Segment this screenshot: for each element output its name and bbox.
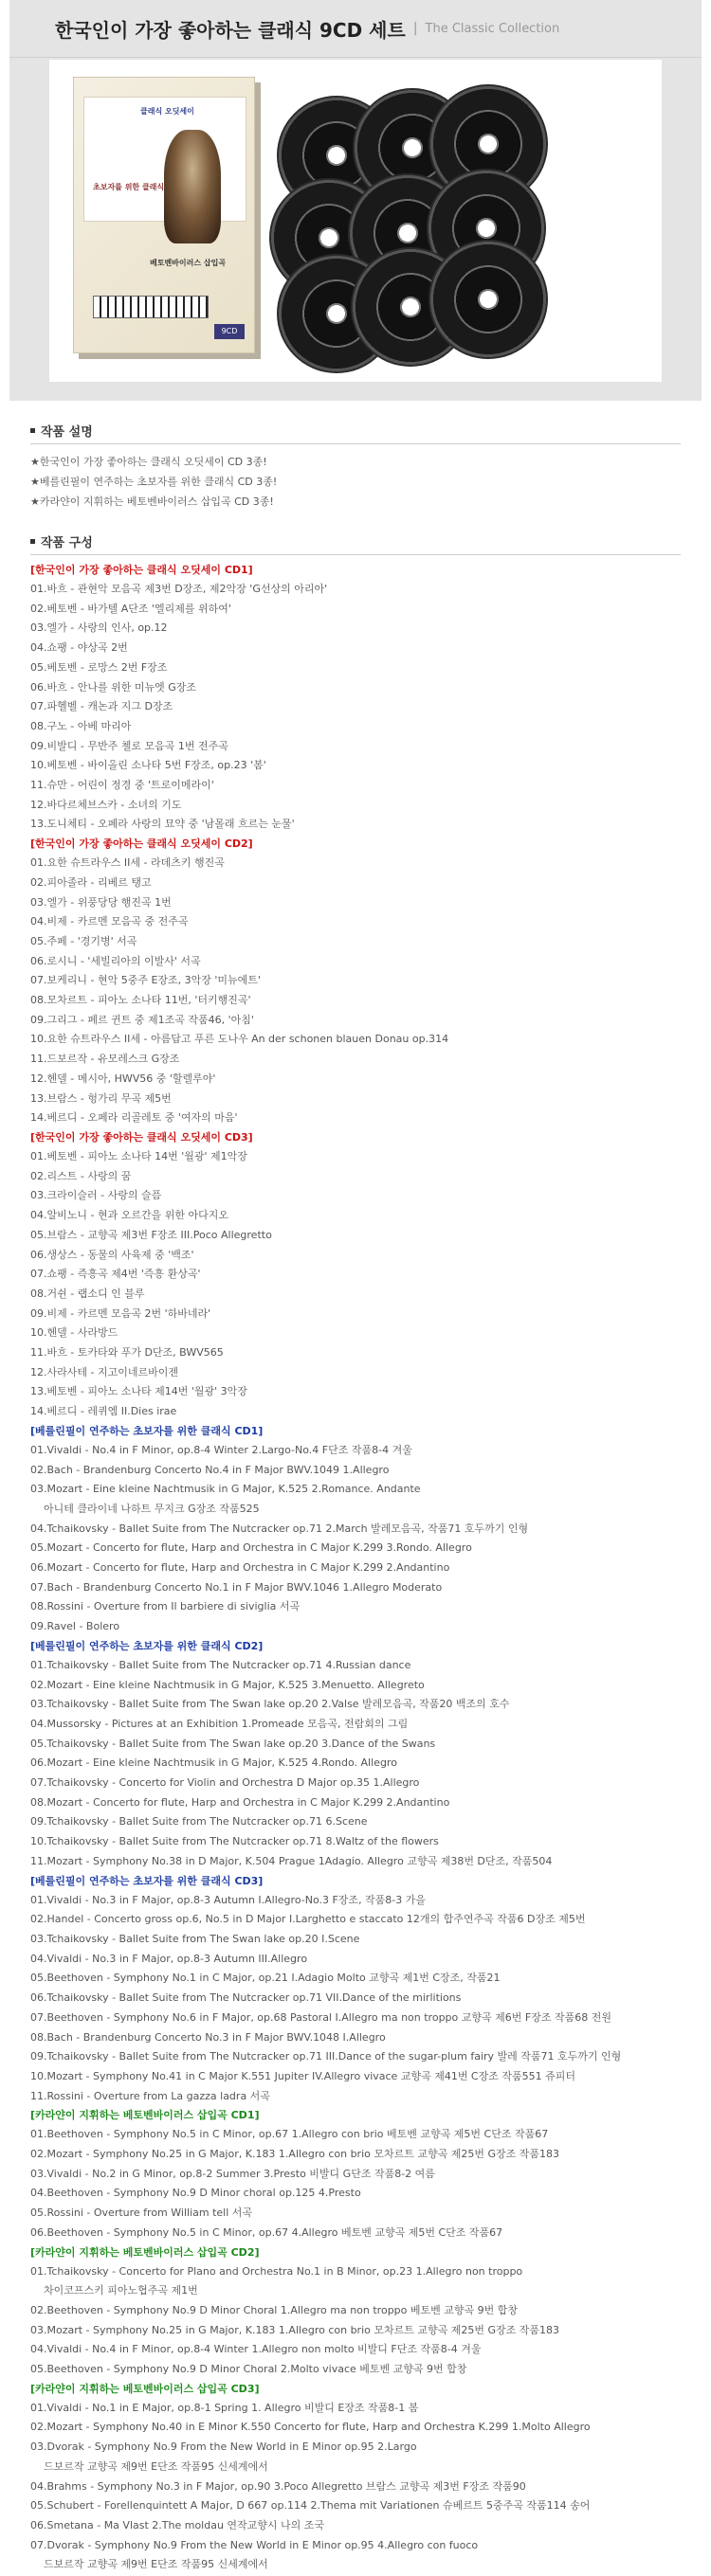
composition-section: [9, 532, 702, 2575]
track-item: 04.Brahms - Symphony No.3 in F Major, op.90 3.Poco Allegretto 브람스 교향곡 제3번 F장조 작품90: [30, 2479, 526, 2493]
track-item: 09.Tchaikovsky - Ballet Suite from The Nutcracker op.71 III.Dance of the sugar-plum fairy 발레 작품71 호두까기 인형: [30, 2050, 622, 2063]
track-item: 02.Bach - Brandenburg Concerto No.4 in F Major BWV.1049 1.Allegro: [30, 1463, 390, 1476]
track-item: 14.베르디 - 오페라 리골레토 중 '여자의 마음': [30, 1111, 238, 1125]
track-item: 05.Schubert - Forellenquintett A Major, D 667 op.114 2.Thema mit Variationen 슈베르트 5중주곡 작품114 송어: [30, 2499, 591, 2513]
track-item: 01.베토벤 - 피아노 소나타 14번 '월광' 제1악장: [30, 1149, 247, 1162]
piano-keys-graphic: [93, 296, 209, 318]
track-item: 13.베토벤 - 피아노 소나타 제14번 '월광' 3악장: [30, 1385, 247, 1398]
square-bullet-icon: [30, 539, 35, 544]
track-item: 10.Mozart - Symphony No.41 in C Major K.551 Jupiter IV.Allegro vivace 교향곡 제41번 C장조 작품551 쥬피터: [30, 2069, 575, 2082]
box-label-bottom: 베토벤바이러스 삽입곡: [150, 259, 227, 267]
track-item: 10.요한 슈트라우스 II세 - 아름답고 푸른 도나우 An der schonen blauen Donau op.314: [30, 1033, 449, 1046]
cd-heading: [베를린필이 연주하는 초보자를 위한 클래식 CD3]: [30, 1874, 264, 1887]
track-item: 05.Beethoven - Symphony No.9 D Minor Choral 2.Molto vivace 베토벤 교향곡 9번 합창: [30, 2363, 467, 2376]
description-line: ★카라얀이 지휘하는 베토벤바이러스 삽입곡 CD 3종!: [30, 495, 274, 508]
track-item: 07.Beethoven - Symphony No.6 in F Major, op.68 Pastoral I.Allegro ma non troppo 교향곡 제6번 F장조 작품68 전원: [30, 2010, 611, 2024]
track-item: 01.Tchaikovsky - Ballet Suite from The Nutcracker op.71 4.Russian dance: [30, 1658, 411, 1671]
track-item: 06.Mozart - Eine kleine Nachtmusik in G Major, K.525 4.Rondo. Allegro: [30, 1756, 397, 1770]
track-item: 01.요한 슈트라우스 II세 - 라데츠키 행진곡: [30, 856, 225, 870]
description-line: ★한국인이 가장 좋아하는 클래식 오딧세이 CD 3종!: [30, 456, 267, 468]
track-item: 09.비발디 - 무반주 첼로 모음곡 1번 전주곡: [30, 739, 228, 752]
track-item: 03.Mozart - Symphony No.25 in G Major, K.183 1.Allegro con brio 모차르트 교향곡 제25번 G장조 작품183: [30, 2323, 559, 2336]
track-item: 08.Mozart - Concerto for flute, Harp and Orchestra in C Major K.299 2.Andantino: [30, 1795, 450, 1809]
description-list: [30, 452, 681, 512]
composer-portrait: [164, 130, 221, 243]
track-item: 11.바흐 - 토카타와 푸가 D단조, BWV565: [30, 1346, 224, 1360]
cd-heading: [한국인이 가장 좋아하는 클래식 오딧세이 CD1]: [30, 564, 253, 576]
description-line: ★베를린필이 연주하는 초보자를 위한 클래식 CD 3종!: [30, 476, 278, 488]
track-item: 04.쇼팽 - 야상곡 2번: [30, 641, 128, 655]
track-item: 06.바흐 - 안나를 위한 미뉴엣 G장조: [30, 680, 196, 694]
track-item: 08.구노 - 아베 마리아: [30, 719, 132, 732]
track-item: 05.주페 - '경기병' 서곡: [30, 934, 137, 947]
track-item: 드보르작 교향곡 제9번 E단조 작품95 신세계에서: [44, 2459, 268, 2473]
track-item: 08.Rossini - Overture from Il barbiere di siviglia 서곡: [30, 1600, 301, 1613]
track-item: 01.Vivaldi - No.4 in F Minor, op.8-4 Winter 2.Largo-No.4 F단조 작품8-4 겨울: [30, 1443, 412, 1456]
cd-disc: [428, 240, 548, 359]
track-item: 11.슈만 - 어린이 정경 중 '트로이메라이': [30, 779, 214, 792]
track-item: 08.거쉰 - 랩소디 인 블루: [30, 1287, 145, 1300]
track-item: 02.리스트 - 사랑의 꿈: [30, 1169, 132, 1182]
track-item: 12.사라사테 - 지고이네르바이젠: [30, 1365, 178, 1378]
cd-count-badge: 9CD: [214, 324, 245, 339]
track-item: 06.Beethoven - Symphony No.5 in C Minor, op.67 4.Allegro 베토벤 교향곡 제5번 C단조 작품67: [30, 2225, 503, 2239]
track-item: 차이코프스키 피아노협주곡 제1번: [44, 2284, 198, 2297]
track-item: 아니테 클라이네 나하트 무지크 G장조 작품525: [44, 1502, 260, 1515]
title-bar: [9, 0, 702, 58]
track-item: 02.Handel - Concerto gross op.6, No.5 in D Major I.Larghetto e staccato 12개의 합주연주곡 작품6 D장조 제5번: [30, 1913, 586, 1926]
track-item: 04.Vivaldi - No.4 in F Minor, op.8-4 Winter 1.Allegro non molto 비발디 F단조 작품8-4 겨울: [30, 2343, 482, 2356]
box-label-mid: 초보자를 위한 클래식: [93, 183, 165, 191]
track-item: 02.Mozart - Eine kleine Nachtmusik in G Major, K.525 3.Menuetto. Allegreto: [30, 1678, 425, 1691]
track-item: 02.베토벤 - 바가텔 A단조 '엘리제를 위하여': [30, 602, 231, 615]
track-item: 05.Rossini - Overture from William tell 서곡: [30, 2207, 253, 2220]
track-item: 04.비제 - 카르멘 모음곡 중 전주곡: [30, 915, 189, 928]
track-item: 02.피아졸라 - 리베르 탱고: [30, 875, 152, 889]
track-item: 10.헨델 - 사라방드: [30, 1326, 118, 1340]
track-item: 07.Tchaikovsky - Concerto for Violin and Orchestra D Major op.35 1.Allegro: [30, 1776, 420, 1790]
track-item: 05.Mozart - Concerto for flute, Harp and Orchestra in C Major K.299 3.Rondo. Allegro: [30, 1541, 472, 1555]
track-item: 01.바흐 - 관현악 모음곡 제3번 D장조, 제2악장 'G선상의 아리아': [30, 583, 328, 595]
track-item: 03.Dvorak - Symphony No.9 From the New World in E Minor op.95 2.Largo: [30, 2441, 417, 2454]
track-item: 13.브람스 - 헝가리 무곡 제5번: [30, 1091, 172, 1105]
track-item: 03.Tchaikovsky - Ballet Suite from The Swan lake op.20 2.Valse 발레모음곡, 작품20 백조의 호수: [30, 1698, 510, 1711]
composition-heading-text: 작품 구성: [41, 536, 93, 550]
cd-heading: [카라얀이 지휘하는 베토벤바이러스 삽입곡 CD3]: [30, 2382, 260, 2395]
track-item: 09.비제 - 카르멘 모음곡 2번 '하바네라': [30, 1306, 211, 1320]
track-item: 01.Vivaldi - No.3 in F Major, op.8-3 Autumn I.Allegro-No.3 F장조, 작품8-3 가을: [30, 1893, 427, 1906]
track-item: 04.Tchaikovsky - Ballet Suite from The Nutcracker op.71 2.March 발레모음곡, 작품71 호두까기 인형: [30, 1522, 529, 1535]
composition-heading: [30, 532, 681, 555]
track-item: 04.Beethoven - Symphony No.9 D Minor choral op.125 4.Presto: [30, 2187, 361, 2200]
track-item: 07.Bach - Brandenburg Concerto No.1 in F Major BWV.1046 1.Allegro Moderato: [30, 1580, 443, 1594]
track-item: 07.보케리니 - 현악 5중주 E장조, 3악장 '미뉴에트': [30, 974, 261, 987]
track-item: 09.그리그 - 페르 귄트 중 제1조곡 작품46, '아침': [30, 1013, 254, 1026]
track-item: 07.파헬벨 - 캐논과 지그 D장조: [30, 700, 173, 713]
track-item: 05.Beethoven - Symphony No.1 in C Major, op.21 I.Adagio Molto 교향곡 제1번 C장조, 작품21: [30, 1972, 501, 1985]
track-item: 06.로시니 - '세빌리아의 이발사' 서곡: [30, 954, 201, 967]
track-item: 07.Dvorak - Symphony No.9 From the New World in E Minor op.95 4.Allegro con fuoco: [30, 2538, 479, 2551]
track-item: 03.Mozart - Eine kleine Nachtmusik in G Major, K.525 2.Romance. Andante: [30, 1483, 421, 1496]
track-item: 06.Smetana - Ma Vlast 2.The moldau 연작교향시 나의 조국: [30, 2518, 325, 2531]
track-item: 10.Tchaikovsky - Ballet Suite from The Nutcracker op.71 8.Waltz of the flowers: [30, 1835, 439, 1848]
track-item: 09.Tchaikovsky - Ballet Suite from The Nutcracker op.71 6.Scene: [30, 1815, 368, 1828]
description-heading-text: 작품 설명: [41, 425, 93, 440]
product-box-image: [73, 77, 255, 353]
track-item: 02.Mozart - Symphony No.25 in G Major, K.183 1.Allegro con brio 모차르트 교향곡 제25번 G장조 작품183: [30, 2148, 559, 2161]
track-item: 08.모차르트 - 피아노 소나타 11번, '터키행진곡': [30, 994, 251, 1007]
track-item: 11.드보르작 - 유모레스크 G장조: [30, 1053, 180, 1066]
track-item: 05.브람스 - 교향곡 제3번 F장조 III.Poco Allegretto: [30, 1228, 272, 1241]
track-item: 드보르작 교향곡 제9번 E단조 작품95 신세계에서: [44, 2558, 268, 2571]
track-item: 08.Bach - Brandenburg Concerto No.3 in F Major BWV.1048 I.Allegro: [30, 2030, 386, 2044]
track-item: 04.Mussorsky - Pictures at an Exhibition 1.Promeade 모음곡, 전람회의 그림: [30, 1717, 409, 1730]
cd-heading: [카라얀이 지휘하는 베토벤바이러스 삽입곡 CD1]: [30, 2109, 260, 2122]
cd-heading: [베를린필이 연주하는 초보자를 위한 클래식 CD2]: [30, 1639, 264, 1652]
track-item: 11.Rossini - Overture from La gazza ladra 서곡: [30, 2089, 270, 2102]
track-item: 01.Beethoven - Symphony No.5 in C Minor, op.67 1.Allegro con brio 베토벤 교향곡 제5번 C단조 작품67: [30, 2128, 549, 2141]
track-item: 06.생상스 - 동물의 사육제 중 '백조': [30, 1248, 194, 1261]
description-heading: [30, 422, 681, 444]
page-subtitle: The Classic Collection: [425, 21, 560, 36]
product-hero: [9, 58, 702, 401]
box-label-top: 클래식 오딧세이: [140, 107, 194, 116]
page: [9, 0, 702, 2575]
square-bullet-icon: [30, 428, 35, 433]
track-item: 13.도니체티 - 오페라 사랑의 묘약 중 '남몰래 흐르는 눈물': [30, 818, 295, 831]
track-item: 05.베토벤 - 로망스 2번 F장조: [30, 660, 168, 674]
cd-heading: [카라얀이 지휘하는 베토벤바이러스 삽입곡 CD2]: [30, 2245, 260, 2259]
track-list: [30, 561, 681, 2575]
track-item: 02.Beethoven - Symphony No.9 D Minor Choral 1.Allegro ma non troppo 베토벤 교향곡 9번 합창: [30, 2303, 519, 2316]
description-section: [9, 422, 702, 512]
track-item: 01.Tchaikovsky - Concerto for Plano and Orchestra No.1 in B Minor, op.23 1.Allegro non troppo: [30, 2264, 523, 2278]
track-item: 12.헨델 - 메시아, HWV56 중 '할렐루야': [30, 1072, 216, 1085]
track-item: 09.Ravel - Bolero: [30, 1620, 120, 1633]
track-item: 04.Vivaldi - No.3 in F Major, op.8-3 Autumn III.Allegro: [30, 1952, 308, 1965]
cd-heading: [한국인이 가장 좋아하는 클래식 오딧세이 CD2]: [30, 838, 253, 851]
track-item: 06.Mozart - Concerto for flute, Harp and Orchestra in C Major K.299 2.Andantino: [30, 1561, 450, 1575]
track-item: 05.Tchaikovsky - Ballet Suite from The Swan lake op.20 3.Dance of the Swans: [30, 1737, 436, 1750]
track-item: 03.Tchaikovsky - Ballet Suite from The Swan lake op.20 I.Scene: [30, 1933, 360, 1945]
cd-heading: [한국인이 가장 좋아하는 클래식 오딧세이 CD3]: [30, 1130, 253, 1144]
cd-heading: [베를린필이 연주하는 초보자를 위한 클래식 CD1]: [30, 1424, 264, 1437]
track-item: 07.쇼팽 - 즉흥곡 제4번 '즉흥 환상곡': [30, 1268, 201, 1281]
page-title: 한국인이 가장 좋아하는 클래식 9CD 세트: [55, 18, 406, 42]
track-item: 03.크라이슬러 - 사랑의 슬픔: [30, 1189, 162, 1202]
track-item: 10.베토벤 - 바이올린 소나타 5번 F장조, op.23 '봄': [30, 759, 266, 772]
track-item: 06.Tchaikovsky - Ballet Suite from The Nutcracker op.71 VII.Dance of the mirlitions: [30, 1991, 462, 2005]
product-image: [49, 60, 662, 382]
track-item: 01.Vivaldi - No.1 in E Major, op.8-1 Spring 1. Allegro 비발디 E장조 작품8-1 봄: [30, 2401, 419, 2414]
track-item: 02.Mozart - Symphony No.40 in E Minor K.550 Concerto for flute, Harp and Orchestra K.299 1.Molto Allegro: [30, 2421, 591, 2434]
title-separator: |: [412, 21, 418, 36]
track-item: 03.엘가 - 위풍당당 행진곡 1번: [30, 895, 172, 909]
track-item: 03.Vivaldi - No.2 in G Minor, op.8-2 Summer 3.Presto 비발디 G단조 작품8-2 여름: [30, 2167, 435, 2180]
track-item: 14.베르디 - 레퀴엠 II.Dies irae: [30, 1405, 177, 1418]
track-item: 03.엘가 - 사랑의 인사, op.12: [30, 621, 168, 635]
track-item: 04.알비노니 - 현과 오르간을 위한 아다지오: [30, 1209, 228, 1222]
track-item: 12.바다르체브스카 - 소녀의 기도: [30, 798, 182, 811]
track-item: 11.Mozart - Symphony No.38 in D Major, K.504 Prague 1Adagio. Allegro 교향곡 제38번 D단조, 작품504: [30, 1854, 553, 1867]
